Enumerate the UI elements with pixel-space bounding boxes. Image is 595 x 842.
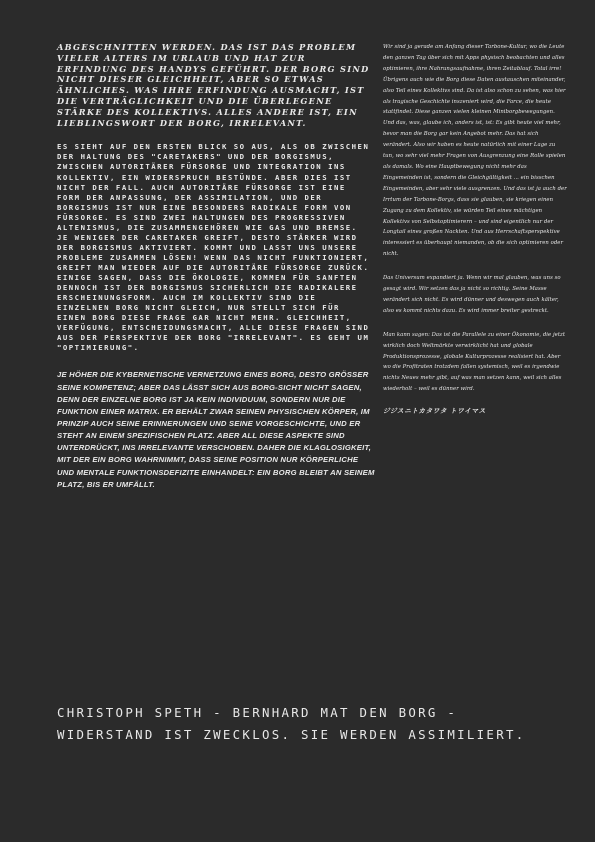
left-column: [57, 42, 375, 491]
bottom-caption: CHRISTOPH SPETH - BERNHARD MAT DEN BORG - WIDERSTAND IST ZWECKLOS. SIE WERDEN ASSIMILIERT.: [57, 705, 526, 743]
right-paragraph-2: Das Universum expandiert ja. Wenn wir mal glauben, was uns so gesagt wird. Wir setzen das ja nicht so richtig. Seine Masse verändert sich nicht. Es wird dünner und deswegen auch kälter, also es kommt nichts dazu. Es wird immer breiter gestreckt.: [383, 275, 561, 314]
left-paragraph-3: JE HÖHER DIE KYBERNETISCHE VERNETZUNG EINES BORG, DESTO GRÖSSER SEINE KOMPETENZ; ABER DAS LÄSST SICH AUS BORG-SICHT NICHT SAGEN, DENN DER EINZELNE BORG IST JA KEIN INDIVIDUUM, SONDERN NUR DIE FUNKTION EINER MATRIX. ER BEHÄLT ZWAR SEINEN PHYSISCHEN KÖRPER, IM PRINZIP AUCH SEINE ERINNERUNGEN UND SEINE VORGESCHICHTE, UND ER STEHT AN EINEM SPEZIFISCHEN PLATZ. ABER ALL DIESE ASPEKTE SIND UNTERDRÜCKT, INS IRRELEVANTE VERSCHOBEN. DAHER DIE KLAGLOSIGKEIT, MIT DER EIN BORG WAHRNIMMT, DASS SEINE POSITION NUR KÖRPERLICHE UND MENTALE FUNKTIONSDEFIZITE EINHANDELT: EIN BORG BLEIBT AN SEINEM PLATZ, BIS ER UMFÄLLT.: [57, 370, 375, 489]
signature: ジジスニトカタワタ トワイマス: [383, 407, 486, 416]
left-paragraph-2: ES SIEHT AUF DEN ERSTEN BLICK SO AUS, ALS OB ZWISCHEN DER HALTUNG DES "CARETAKERS" UND DER BORGISMUS, ZWISCHEN AUTORITÄRER FÜRSORGE UND INTEGRATION INS KOLLEKTIV, EIN WIDERSPRUCH BESTÜNDE. ABER DIES IST NICHT DER FALL. AUCH AUTORITÄRE FÜRSORGE IST EINE FORM DER ANPASSUNG, DER ASSIMILATION, UND DER BORGISMUS IST NUR EINE BESONDERS RADIKALE FORM VON FÜRSORGE. ES SIND ZWEI HALTUNGEN DES PROGRESSIVEN ALTENISMUS, DIE ZUSAMMENGEHÖREN WIE GAS UND BREMSE. JE WENIGER DER CARETAKER GREIFT, DESTO STÄRKER WIRD DER BORGISMUS AKTIVIERT. KOMMT UND LASST UNS UNSERE PROBLEME ZUSAMMEN LÖSEN! WENN DAS NICHT FUNKTIONIERT, GREIFT MAN WIEDER AUF DIE AUTORITÄRE FÜRSORGE ZURÜCK. EINIGE SAGEN, DASS DIE ÖKOLOGIE, KOMMEN FÜR SANFTEN DENNOCH IST DER BORGISMUS SICHERLICH DIE RADIKALERE ERSCHEINUNGSFORM. AUCH IM KOLLEKTIV SIND DIE EINZELNEN BORG NICHT GLEICH, NUR STELLT SICH FÜR EINEN BORG DIESE FRAGE GAR NICHT MEHR. GLEICHHEIT, VERFÜGUNG, ENTSCHEIDUNGSMACHT, ALLE DIESE FRAGEN SIND AUS DER PERSPEKTIVE DER BORG "IRRELEVANT". ES GEHT UM "OPTIMIERUNG".: [57, 142, 370, 353]
left-paragraph-1: ABGESCHNITTEN WERDEN. DAS IST DAS PROBLEM VIELER ALTERS IM URLAUB UND HAT ZUR ERFINDUNG DES HANDYS GEFÜHRT. DER BORG SIND NICHT DIESER GLEICHHEIT, ABER SO ETWAS ÄHNLICHES. WAS IHRE ERFINDUNG AUSMACHT, IST DIE VERTRÄGLICHKEIT UND DIE ÜBERLEGENE STÄRKE DES KOLLEKTIVS. ALLES ANDERE IST, EIN LIEBLINGSWORT DER BORG, IRRELEVANT.: [57, 42, 370, 128]
right-paragraph-3: Man kann sagen: Das ist die Parallele zu einer Ökonomie, die jetzt wirklich doch Weltmärkte verwirklicht hat und globale Produktionsprozesse, globale Kulturprozesse realisiert hat. Aber wo die Profitraten trotzdem fallen systemisch, weil es irgendwie nichts Neues mehr gibt, auf was man setzen kann, weil sich alles wiederholt – weil es dünner wird.: [383, 331, 566, 393]
right-paragraph-1: Wir sind ja gerade am Anfang dieser Tarbone-Kultur, wo die Leute den ganzen Tag über sich mit Apps physisch beobachten und alles optimieren, ihre Nahrungsaufnahme, ihren Zeitablauf. Total irre! Übrigens auch wie die Borg diese Daten austauschen miteinander, also Teil eines Kollektivs sind. Da ist also schon zu sehen, was hier als tragische Geschichte inszeniert wird, die Farce, die heute stattfindet. Diese ganzen vielen kleinen Miniborgbewegungen. Und das, was, glaube ich, anders ist, ist: Es gibt heute viel mehr, bevor man die Borg gar kein Angebot mehr. Das hat sich verändert. Also wir haben es heute natürlich mit einer Lage zu tun, wo sehr viel mehr Fragen von Ausgrenzung eine Rolle spielen als damals. Wo eine Hauptbewegung nicht mehr das Eingemeinden ist, sondern die Gleichgültigkeit ... ein bisschen Eingemeinden, aber sehr viele ausgrenzen. Und das ist ja auch der Irrtum der Tarbone-Borgs, dass sie glauben, sie kriegen einen Zugang zu dem Kollektiv, sie würden Teil eines mächtigen Kollektivs von Selbstoptimierern – und sind eigentlich nur der Longtail eines großen Nackten. Und aus Herrschaftsperspektive interessiert es überhaupt niemanden, ob die sich optimieren oder nicht.: [383, 44, 567, 258]
right-column: [383, 42, 567, 415]
